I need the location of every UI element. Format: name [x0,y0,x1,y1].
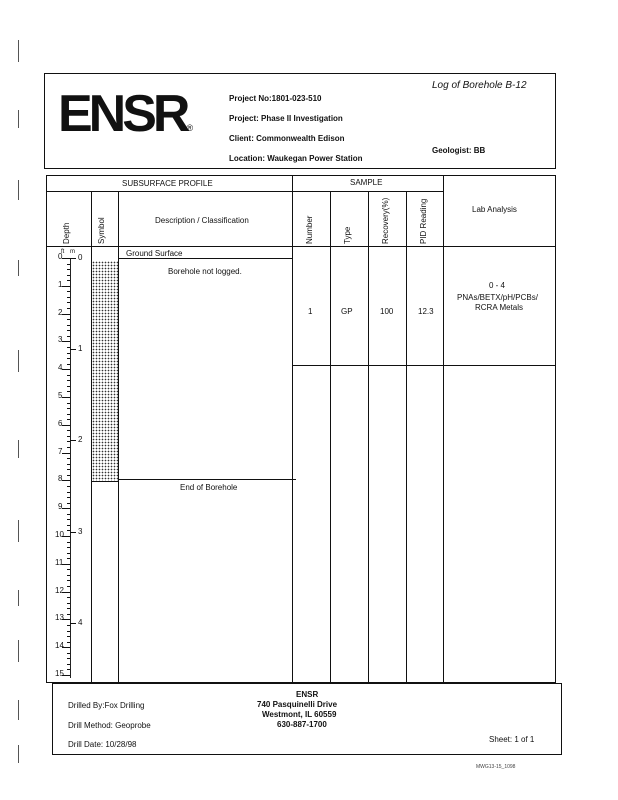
depth-m-tick [70,623,76,624]
sheet-number: Sheet: 1 of 1 [489,735,535,744]
location: Location: Waukegan Power Station [229,154,363,163]
description-header: Description / Classification [155,216,249,225]
depth-m-tick [70,440,76,441]
depth-minor-tick [67,375,70,376]
scan-mark [18,110,19,128]
project-number: Project No:1801-023-510 [229,94,322,103]
depth-ft-tick [62,314,70,315]
depth-scale-axis [70,258,71,678]
header-bottom-line [46,246,556,247]
depth-minor-tick [67,653,70,654]
depth-minor-tick [67,358,70,359]
scan-mark [18,350,19,372]
lab-analysis-line1: PNAs/BETX/pH/PCBs/ [457,293,538,302]
sample-row-bottom [292,365,556,366]
depth-ft-label: 14 [55,641,64,651]
sample-pid: 12.3 [418,307,434,316]
col-line-number [330,191,331,683]
depth-minor-tick [67,569,70,570]
depth-ft-label: 6 [58,418,63,428]
form-code: MWG13-15_1098 [476,764,516,770]
log-table [46,175,556,683]
depth-ft-tick [62,425,70,426]
depth-minor-tick [67,319,70,320]
footer-address-line2: Westmont, IL 60559 [262,710,337,719]
depth-minor-tick [67,553,70,554]
depth-minor-tick [67,391,70,392]
scan-mark [18,745,19,763]
col-line-pid [443,175,444,683]
number-header: Number [305,215,314,244]
depth-minor-tick [67,430,70,431]
depth-minor-tick [67,414,70,415]
depth-minor-tick [67,625,70,626]
depth-ft-label: 12 [55,585,64,595]
sample-header: SAMPLE [350,178,383,187]
depth-ft-tick [62,286,70,287]
lab-analysis-header: Lab Analysis [472,205,517,214]
subsurface-profile-header: SUBSURFACE PROFILE [122,179,213,188]
depth-unit-m: m [70,249,75,255]
depth-minor-tick [67,608,70,609]
depth-minor-tick [67,636,70,637]
depth-minor-tick [67,447,70,448]
col-line-symbol [118,191,119,683]
depth-ft-label: 8 [58,474,63,484]
depth-minor-tick [67,603,70,604]
depth-minor-tick [67,469,70,470]
depth-ft-label: 3 [58,335,63,345]
recovery-header: Recovery(%) [381,197,390,244]
depth-minor-tick [67,575,70,576]
depth-minor-tick [67,542,70,543]
depth-minor-tick [67,330,70,331]
depth-ft-tick [62,397,70,398]
depth-minor-tick [67,308,70,309]
depth-ft-tick [62,453,70,454]
symbol-bottom-line [92,481,118,482]
depth-minor-tick [67,419,70,420]
log-title: Log of Borehole B-12 [432,80,527,91]
depth-minor-tick [67,297,70,298]
ensr-logo [58,85,194,143]
col-line-recovery [406,191,407,683]
depth-minor-tick [67,547,70,548]
end-of-borehole-label: End of Borehole [180,483,238,492]
pid-header: PID Reading [419,198,428,244]
depth-ft-label: 7 [58,446,63,456]
depth-minor-tick [67,280,70,281]
depth-minor-tick [67,386,70,387]
logo-text: ENSR [58,85,187,143]
depth-minor-tick [67,492,70,493]
depth-minor-tick [67,503,70,504]
stipple-fill-symbol [92,261,118,482]
depth-minor-tick [67,631,70,632]
scan-mark [18,700,19,720]
lab-analysis-line2: RCRA Metals [475,303,524,312]
scan-mark [18,40,19,62]
depth-ft-label: 5 [58,391,63,400]
depth-minor-tick [67,264,70,265]
depth-minor-tick [67,336,70,337]
depth-minor-tick [67,458,70,459]
project-name: Project: Phase II Investigation [229,114,343,123]
depth-m-tick [70,258,76,259]
depth-ft-tick [62,508,70,509]
depth-minor-tick [67,514,70,515]
depth-ft-tick [62,480,70,481]
geologist: Geologist: BB [432,146,486,155]
depth-ft-label: 0 [58,252,63,261]
depth-minor-tick [67,275,70,276]
depth-ft-label: 2 [58,307,63,317]
depth-m-tick [70,349,76,350]
footer-company: ENSR [296,690,319,699]
depth-minor-tick [67,464,70,465]
drill-method: Drill Method: Geoprobe [68,721,151,730]
depth-ft-label: 4 [58,363,63,373]
scan-mark [18,640,19,662]
depth-ft-label: 1 [58,279,63,289]
header-divider [46,191,443,192]
depth-m-label: 0 [78,253,83,262]
depth-minor-tick [67,580,70,581]
depth-minor-tick [67,291,70,292]
depth-minor-tick [67,525,70,526]
ground-surface-label: Ground Surface [126,249,183,258]
footer-address-line1: 740 Pasquinelli Drive [257,700,338,709]
depth-ft-label: 9 [58,502,63,512]
depth-minor-tick [67,664,70,665]
depth-minor-tick [67,486,70,487]
depth-m-label: 1 [78,344,83,354]
depth-unit-ft: ft [61,249,65,255]
sample-number: 1 [308,307,313,316]
type-header: Type [343,226,352,244]
end-borehole-line [118,479,296,480]
depth-m-label: 3 [78,526,83,536]
depth-minor-tick [67,614,70,615]
depth-minor-tick [67,269,70,270]
sample-type: GP [341,307,353,316]
description-text: Borehole not logged. [168,267,242,276]
depth-m-tick [70,532,76,533]
depth-ft-label: 11 [55,557,64,567]
symbol-header: Symbol [97,217,106,244]
depth-minor-tick [67,436,70,437]
depth-minor-tick [67,441,70,442]
depth-m-label: 4 [78,617,83,627]
depth-minor-tick [67,658,70,659]
client: Client: Commonwealth Edison [229,134,345,143]
depth-minor-tick [67,669,70,670]
depth-minor-tick [67,302,70,303]
depth-m-label: 2 [78,435,83,445]
depth-minor-tick [67,353,70,354]
depth-header: Depth [62,222,71,244]
drilled-by: Drilled By:Fox Drilling [68,701,145,710]
depth-ft-tick [62,369,70,370]
col-line-description [292,175,293,683]
scan-mark [18,520,19,542]
scan-mark [18,440,19,458]
depth-minor-tick [67,475,70,476]
depth-ft-tick [62,258,70,259]
depth-minor-tick [67,408,70,409]
depth-minor-tick [67,597,70,598]
scan-mark [18,180,19,200]
depth-minor-tick [67,364,70,365]
drill-date: Drill Date: 10/28/98 [68,740,137,749]
depth-ft-label: 10 [55,530,64,539]
depth-minor-tick [67,347,70,348]
depth-minor-tick [67,380,70,381]
sample-recovery: 100 [380,307,394,316]
depth-ft-label: 13 [55,613,64,623]
depth-minor-tick [67,403,70,404]
ground-surface-line [118,258,292,259]
depth-minor-tick [67,558,70,559]
scan-mark [18,590,19,606]
scan-mark [18,260,19,276]
depth-ft-label: 15 [55,669,64,678]
depth-minor-tick [67,642,70,643]
depth-minor-tick [67,586,70,587]
depth-minor-tick [67,519,70,520]
registered-mark-icon: ® [186,123,194,133]
depth-minor-tick [67,325,70,326]
lab-depth-range: 0 - 4 [489,281,506,290]
col-line-type [368,191,369,683]
depth-ft-tick [62,341,70,342]
depth-minor-tick [67,497,70,498]
footer-phone: 630-887-1700 [277,720,327,729]
